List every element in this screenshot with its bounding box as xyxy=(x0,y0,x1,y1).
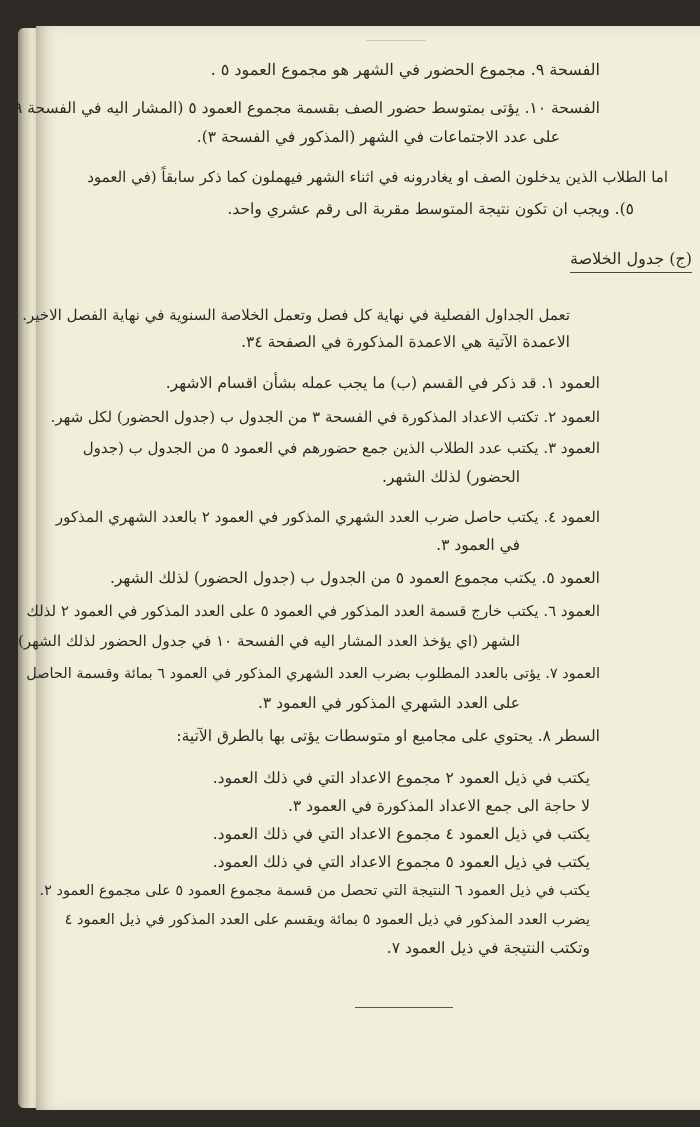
column-item-3: العمود ٣. يكتب عدد الطلاب الذين جمع حضورهم في العمود ٥ من الجدول ب (جدول xyxy=(82,439,600,457)
sub-item-2: لا حاجة الى جمع الاعداد المذكورة في العمود ٣. xyxy=(287,797,590,815)
column-item-7-cont: على العدد الشهري المذكور في العمود ٣. xyxy=(257,694,520,712)
page-number-mark xyxy=(366,40,426,53)
section-heading: (ج) جدول الخلاصة xyxy=(570,249,692,273)
text-paragraph-line: اما الطلاب الذين يدخلون الصف او يغادرونه في اثناء الشهر فيهملون كما ذكر سابقاً (في العمود xyxy=(87,168,668,186)
column-item-7: العمود ٧. يؤتى بالعدد المطلوب بضرب العدد الشهري المذكور في العمود ٦ بمائة وقسمة الحاصل xyxy=(26,666,600,682)
sub-item-5: يكتب في ذيل العمود ٦ النتيجة التي تحصل من قسمة مجموع العمود ٥ على مجموع العمود ٢. xyxy=(39,883,590,899)
row-item-8: السطر ٨. يحتوي على مجاميع او متوسطات يؤتى بها بالطرق الآتية: xyxy=(176,727,600,745)
sub-item-6: يضرب العدد المذكور في ذيل العمود ٥ بمائة ويقسم على العدد المذكور في ذيل العمود ٤ xyxy=(64,912,590,928)
column-item-2: العمود ٢. تكتب الاعداد المذكورة في الفسحة ٣ من الجدول ب (جدول الحضور) لكل شهر. xyxy=(50,408,600,426)
column-item-6-cont: الشهر (اي يؤخذ العدد المشار اليه في الفسحة ١٠ في جدول الحضور لذلك الشهر). xyxy=(13,632,520,650)
sub-item-1: يكتب في ذيل العمود ٢ مجموع الاعداد التي في ذلك العمود. xyxy=(212,769,590,787)
document-page xyxy=(7,26,700,1110)
sub-item-3: يكتب في ذيل العمود ٤ مجموع الاعداد التي في ذلك العمود. xyxy=(212,825,590,843)
end-rule xyxy=(355,1007,453,1008)
column-item-1: العمود ١. قد ذكر في القسم (ب) ما يجب عمله بشأن اقسام الاشهر. xyxy=(165,374,600,392)
column-item-4: العمود ٤. يكتب حاصل ضرب العدد الشهري المذكور في العمود ٢ بالعدد الشهري المذكور xyxy=(55,508,600,526)
column-item-4-cont: في العمود ٣. xyxy=(436,536,520,554)
column-item-6: العمود ٦. يكتب خارج قسمة العدد المذكور في العمود ٥ على العدد المذكور في العمود ٢ لذلك xyxy=(26,602,600,620)
sub-item-4: يكتب في ذيل العمود ٥ مجموع الاعداد التي في ذلك العمود. xyxy=(212,853,590,871)
text-paragraph-line: الاعمدة الآتية هي الاعمدة المذكورة في الصفحة ٣٤. xyxy=(241,333,570,351)
sub-item-6-cont: وتكتب النتيجة في ذيل العمود ٧. xyxy=(386,939,590,957)
text-paragraph-line: تعمل الجداول الفصلية في نهاية كل فصل وتعمل الخلاصة السنوية في نهاية الفصل الاخير. xyxy=(22,306,570,324)
text-line-fusha-10-cont: على عدد الاجتماعات في الشهر (المذكور في الفسحة ٣). xyxy=(196,128,560,146)
text-paragraph-line: ٥). ويجب ان تكون نتيجة المتوسط مقربة الى رقم عشري واحد. xyxy=(227,200,634,218)
column-item-3-cont: الحضور) لذلك الشهر. xyxy=(382,468,520,486)
column-item-5: العمود ٥. يكتب مجموع العمود ٥ من الجدول ب (جدول الحضور) لذلك الشهر. xyxy=(109,569,600,587)
page-stack-edge xyxy=(18,28,38,1108)
text-line-fusha-9: الفسحة ٩. مجموع الحضور في الشهر هو مجموع العمود ٥ . xyxy=(210,60,600,79)
text-line-fusha-10: الفسحة ١٠. يؤتى بمتوسط حضور الصف بقسمة مجموع العمود ٥ (المشار اليه في الفسحة ٩) xyxy=(7,99,600,117)
